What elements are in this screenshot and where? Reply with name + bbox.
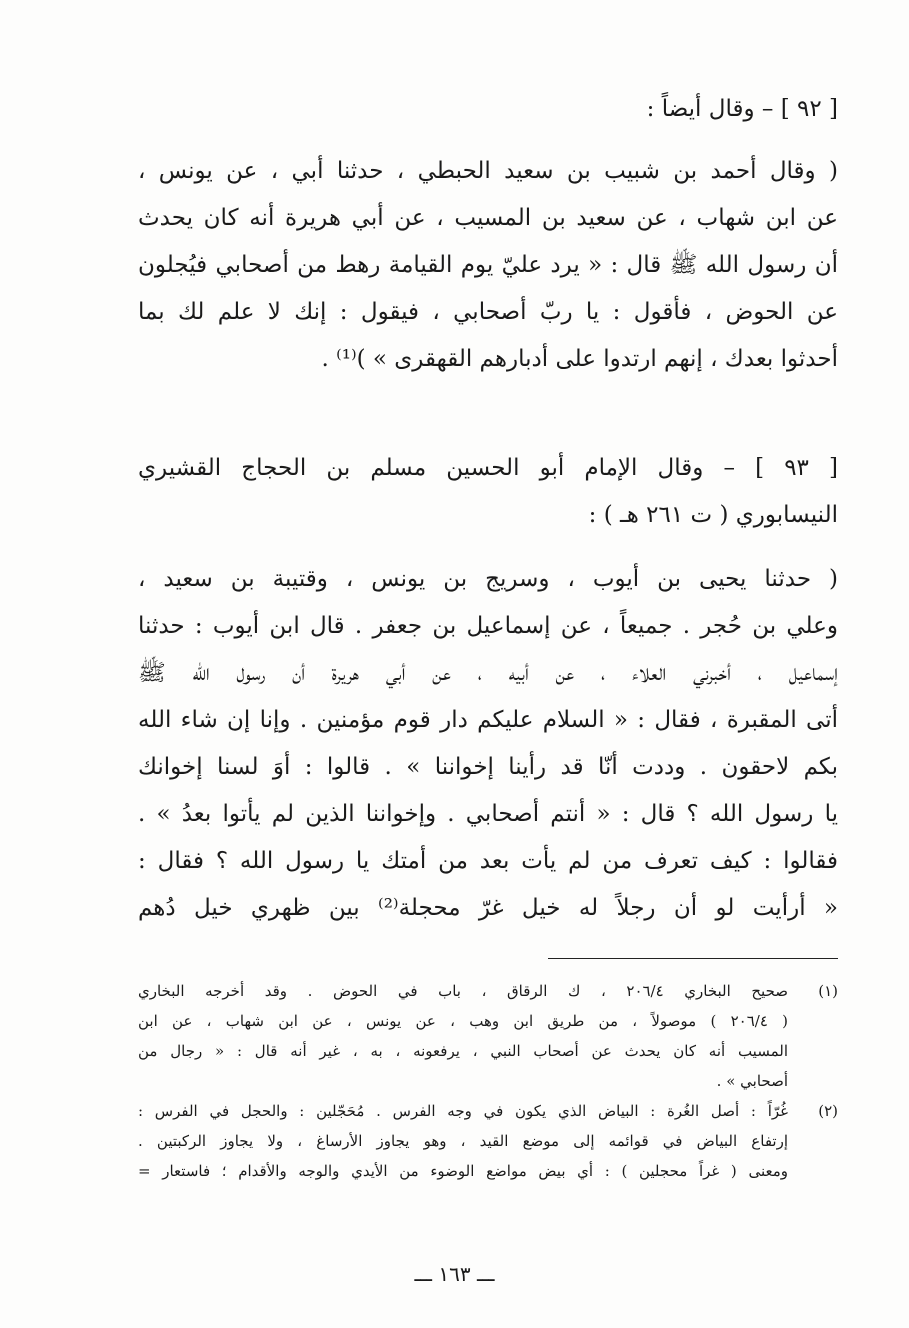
footnote-line: غُرّاً : أصل الغُرة : البياض الذي يكون في وجه الفرس . مُحَجّلين : والحجل في الفرس : (138, 1102, 788, 1120)
body-line: فقالوا : كيف تعرف من لم يأت بعد من أمتك يا رسول الله ؟ فقال : (138, 848, 838, 874)
footnote-2 (138, 1096, 838, 1186)
body-line: ( حدثنا يحيى بن أيوب ، وسريج بن يونس ، وقتيبة بن سعيد ، (138, 566, 838, 592)
body-line: عن الحوض ، فأقول : يا ربّ أصحابي ، فيقول : إنك لا علم لك بما (138, 299, 838, 325)
body-line: أتى المقبرة ، فقال : « السلام عليكم دار قوم مؤمنين . وإنا إن شاء الله (138, 707, 838, 733)
body-line: إسماعيل ، أخبرني العلاء ، عن أبيه ، عن أبي هريرة أن رسول الله ﷺ (138, 660, 838, 686)
footnote-line: إرتفاع البياض في قوائمه إلى موضع القيد ، وهو يجاوز الأرساغ ، ولا يجاوز الركبتين . (138, 1132, 788, 1150)
footnote-line: ومعنى ( غراً محجلين ) : أي بيض مواضع الوضوء من الأيدي والوجه والأقدام ؛ فاستعار = (138, 1162, 788, 1180)
entry-92 (138, 86, 838, 133)
footnote-separator (548, 958, 838, 959)
body-line: أحدثوا بعدك ، إنهم ارتدوا على أدبارهم القهقرى » )⁽¹⁾ . (321, 346, 838, 372)
page-number: ـــ ١٦٣ ـــ (414, 1262, 495, 1286)
entry-93-body (138, 556, 838, 932)
entry-92-heading: [ ٩٢ ] – وقال أيضاً : (646, 96, 838, 122)
entry-93-heading (138, 445, 838, 539)
body-line: يا رسول الله ؟ قال : « أنتم أصحابي . وإخواننا الذين لم يأتوا بعدُ » . (138, 801, 838, 827)
body-line: وعلي بن حُجر . جميعاً ، عن إسماعيل بن جعفر . قال ابن أيوب : حدثنا (138, 613, 838, 639)
footnote-number: (٢) (818, 1102, 838, 1120)
heading-line: النيسابوري ( ت ٢٦١ هـ ) : (588, 502, 838, 528)
heading-line: [ ٩٣ ] – وقال الإمام أبو الحسين مسلم بن الحجاج القشيري (138, 455, 838, 481)
body-line: عن ابن شهاب ، عن سعيد بن المسيب ، عن أبي هريرة أنه كان يحدث (138, 205, 838, 231)
footnote-line: أصحابي » . (716, 1072, 788, 1090)
footnotes (138, 976, 838, 1186)
footnote-line: المسيب أنه كان يحدث عن أصحاب النبي ، يرفعونه ، به ، غير أنه قال : « رجال من (138, 1042, 788, 1060)
footnote-line: صحيح البخاري ٢٠٦/٤ ، ك الرقاق ، باب في الحوض . وقد أخرجه البخاري (138, 982, 788, 1000)
footnote-line: ( ٢٠٦/٤ ) موصولاً ، من طريق ابن وهب ، عن يونس ، عن ابن شهاب ، عن ابن (138, 1012, 788, 1030)
body-line: بكم لاحقون . وددت أنّا قد رأينا إخواننا » . قالوا : أوَ لسنا إخوانك (138, 754, 838, 780)
footnote-1 (138, 976, 838, 1096)
body-line: « أرأيت لو أن رجلاً له خيل غرّ محجلة⁽²⁾ بين ظهري خيل دُهم (138, 895, 838, 921)
body-line: ( وقال أحمد بن شبيب بن سعيد الحبطي ، حدثنا أبي ، عن يونس ، (138, 158, 838, 184)
footnote-number: (١) (818, 982, 838, 1000)
entry-92-body (138, 148, 838, 383)
body-line: أن رسول الله ﷺ قال : « يرد عليّ يوم القيامة رهط من أصحابي فيُجلون (138, 252, 838, 278)
